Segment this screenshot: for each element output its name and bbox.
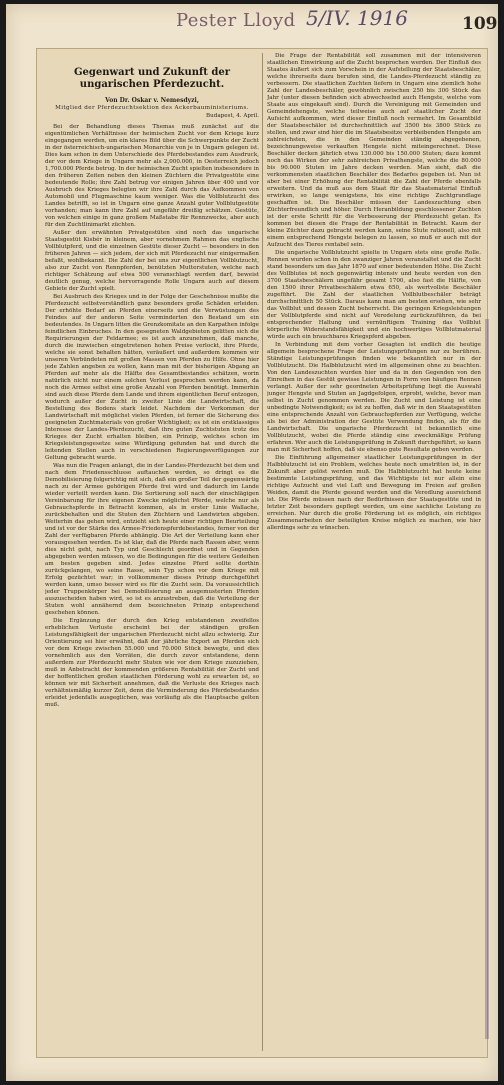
article-affiliation: Mitglied der Pferdezuchtsektion des Ackerbauministeriums. bbox=[55, 105, 249, 111]
article-column-right bbox=[267, 53, 481, 1051]
page-number: 109 bbox=[462, 14, 498, 34]
paragraph: Die Ergänzung der durch den Krieg entstandenen zweifellos erheblichen Verluste erscheint bei der ständigen großen Leistungsfähigkeit der ungarischen Pferdezucht nicht allzu schwierig. Zur Orientierung sei hier erwähnt, daß der jährliche Export an Pferden sich vor dem Kriege zwischen 55.000 und 70.000 Stück bewegte, und dies vornehmlich aus den Vorräten, die durch zuvor entstandene, denn außerdem zur Pferdezucht mehr Stuten wie vor dem Kriege zuzuziehen, muß in Anbetracht der kommenden größeren Rentabilität der Zucht und der hoffentlichen großen staatlichen Förderung wohl zu erwarten ist, so können wir mit Sicherheit annehmen, daß die Verluste des Krieges nach verhältnismäßig kurzer Zeit, denn die Verminderung des Pferdebestandes erleidet jedenfalls ausgeglichen, was vorläufig als die Hauptsache gelten muß. bbox=[45, 618, 259, 708]
paragraph: Bei der Behandlung dieses Themas muß zunächst auf die eigentümlichen Verhältnisse der heimischen Zucht vor dem Kriege kurz eingegangen werden, um ein klares Bild über die Schwerpunkte der Zucht in der österreichisch-ungarischen Monarchie von je in Ungarn gelegen ist. Dies kam schon in dem Unterschiede des Pferdebestandes zum Ausdruck, der vor dem Kriege in Ungarn mehr als 2,000.000, in Oesterreich jedoch 1,700.000 Pferde betrug. In der heimischen Zucht spielten insbesondere in den früheren Zeiten neben den kleinen Züchtern die Privatgestüte eine bedeutende Rolle; ihre Zahl betrug vor einigen Jahren über 400 und vor Ausbruch des Krieges belegten wir ihre Zahl durch das Aufkommen von Automobil und Flugmaschine kaum weniger. Was die Vollblutzucht des Landes betrifft, so ist in Ungarn eine ganze Anzahl guter Vollblutgestüte vorhanden; man kann ihre Zahl auf ungefähr dreißig schätzen. Gestüte, von welchen einige in ganz großem Maßstabe für Rennzwecke, aber auch für den Zuchtlinimarkt züchten. bbox=[45, 124, 259, 228]
paragraph: Was nun die Fragen anlangt, die in der Landes-Pferdezucht bei dem und nach dem Friedensschlusse auftauchen werden, so dringt es die Demobilisierung folgerichtig mit sich, daß ein großer Teil der gegenwärtig nach zu der Armee gehörigen Pferde frei wird und dadurch im Lande wieder verteilt werden kann. Die Sortierung soll nach der einschlägigen Vereinbarung für ihre eigenen Zwecke möglichst Pferde, welche nur als Gebrauchspferde in Betracht kommen, als in erster Linie Wallache, zurückbehalten und die Stuten den Züchtern und Landwirten abgeben. Weiterhin das gehen wird, entzieht sich heute einer richtigen Beurteilung und ist vor der Stärke des Armee-Friedenspferdebestandes, ferner von der Zahl der verfügbaren Pferde abhängig. Die Art der Verteilung kann eher vorausgesehen werden. Es ist klar, daß die Pferde nach Rassen aber, wenn dies nicht geht, nach Typ und Geschlecht geordnet und in Gegenden abgegeben werden müssen, wo die Bedingungen für die weitere Gedeihen am besten gegeben sind. Jedes einzelne Pferd sollte dorthin zurückgelangen, wo seine Rasse, sein Typ schon vor dem Kriege mit Erfolg gezüchtet war; in vollkommener dieses Prinzip durchgeführt werden kann, umso besser wird es für die Zucht sein. Da voraussichtlich jeder Truppenkörper bei Demobilisierung an ausgemusterten Pferden auszuscheiden haben wird, so ist es anzustreben, daß die Verteilung der Stuten wohl annähernd dem bezeichneten Prinzip entsprechend geschehen können. bbox=[45, 463, 259, 616]
article-title: Gegenwart und Zukunft der ungarischen Pferdezucht. bbox=[73, 67, 231, 90]
paragraph: In Verbindung mit dem vorher Gesagten ist endlich die heutige allgemein besprochene Frage der Leistungsprüfungen nur zu berühren. Ständige Leistungsprüfungen finden wie bekanntlich nur in der Vollblutzucht. Die Halbblutzucht wird im allgemeinen ohne zu beachten. Von den Landeszuchten wurden hier und da in den Gegenden von den Einreihen in das Gestüt gewisse Leistungen in Form von häufigen Rennen verlangt. Außer der sehr geordneten Arbeitsprüfung liegt die Auswahl junger Hengste und Stuten an Jagdgefolgen, erprobt, welche, bevor man selbst in Zucht genommen werden. Die Zucht und Leistung ist eine unbedingte Notwendigkeit; es ist zu hoffen, daß wir in den Staatsgestüten eine entsprechende Anzahl von Gebrauchspferden zur Verfügung, welche als bei der Administration der Gestüte Verwendung finden, als für die Landwirtschaft. Die ungarische Pferdezucht ist bekanntlich eine Vollblutzucht, wobei die Pferde ständig eine zweckmäßige Prüfung erfahren. Wer auch die Leistungsprüfung in Zukunft durchgeführt, so kann man mit Sicherheit hoffen, daß sie ebenso gute Resultate geben werden. bbox=[267, 342, 481, 453]
article-dateline: Budapest, 4. April. bbox=[206, 113, 259, 119]
paragraph: Außer den erwähnten Privatgestüten sind noch das ungarische Staatsgestüt Kisbér in kleinem, aber vornehmem Rahmen das englische Vollblutpferd, und die einzelnen Gestüte dieser Zucht — besonders in den früheren Jahren — sich jedem, der sich mit Pferdezucht nur einigermaßen befaßt, wohlbekannt. Die Zahl der bei uns zur eigentlichen Vollblutzucht, also zur Zucht von Rennpferden, benützten Mutterstuten, welche nach richtiger Schätzung auf etwa 500 veranschlagt werden darf, beweist deutlich genug, welche hervorragende Rolle Ungarn auch auf diesem Gebiete der Zucht spielt. bbox=[45, 230, 259, 292]
paragraph: Die Einführung allgemeiner staatlicher Leistungsprüfungen in der Halbblutzucht ist ein Problem, welches heute noch umstritten ist, in der Zukunft aber gelöst werden muß. Die Halbblutzucht hat heute keine bestimmte Leistungsprüfung, und das Wichtigste ist nur allein eine richtige Aufzucht und viel Luft und Bewegung im Freien auf großen Weiden, damit die Pferde gesund werden und die Veredlung ausreichend ist. Die Pferde müssen nach der Bedürfnissen der Staatsgestüte und in letzter Zeit besonders gepflegt werden, um eine sachliche Leistung zu erreichen. Nur durch die große Förderung ist es möglich, ein richtiges Zusammenarbeiten der beteiligten Kreise möglich zu machen, wie hier allerdings sehr zu wünschen. bbox=[267, 455, 481, 531]
article-byline: Von Dr. Oskar v. Nemesdyzi, bbox=[105, 97, 199, 104]
paragraph: Bei Ausbruch des Krieges und in der Folge der Geschehnisse mußte die Pferdezucht selbstverständlich ganz besonders große Schäden erleiden. Der erhöhte Bedarf an Pferden einerseits und die Verwüstungen des Feindes auf der anderen Seite verminderten den Bestand um ein bedeutendes. In Ungarn litten die Grenzkomitate an den Karpathen infolge feindlichen Einbruches. In den gesegneten Waldgebieten gelitten sich die Requirierungen der Feldarmee; es ist auch anzunehmen, daß manche, durch die inzwischen eingetretenen hohen Preise verlockt, ihre Pferde, welche sie sonst behalten hätten, veräußert und außerdem kommen wir unseren Verbündeten mit großen Massen von Pferden zu Hilfe. Ohne hier jede Zahlen angeben zu wollen, kann man mit der bisherigen Abgang an Pferden auf mehr als die Hälfte des Gesamtbestandes schätzen, worin natürlich nicht nur einem solchen Verlust gesprochen werden kann, da noch die Armee selbst eine große Anzahl von Pferden benötigt. Immerhin sind auch diese Pferde dem Lande und ihrem eigentlichen Beruf entzogen, wodurch außer der Zucht in zweiter Linie die Landwirtschaft, die Bestellung des Bodens stark leidet. Nachdem der Verkommen der Landwirtschaft mit möglichst vielen Pferden, ist ferner die Sicherung des geeigneten Zuchtmaterials von großer Wichtigkeit; es ist ein erstklassiges Interesse der Landes-Pferdezucht, daß ihre guten Zuchtstuten trotz des Krieges der Zucht erhalten bleiben, ein Prinzip, welches schon im Kriegsleistungsgesetze seine Würdigung gefunden hat und durch die leitenden Stellen auch in verschiedenen Regierungsverfügungen zur Geltung gebracht wurde. bbox=[45, 294, 259, 461]
article-column-left bbox=[45, 53, 259, 1051]
paragraph: Die ungarische Vollblutzucht spielte in Ungarn stets eine große Rolle. Rennen wurden schon in den zwanziger Jahren veranstaltet und die Zucht stand besonders um das Jahr 1870 auf einer bedeutenden Höhe. Die Zucht des Vollblutes ist noch gegenwärtig intensiv und heute werden von den 3700 Staatsbeschälern ungefähr gesamt 1700, also fast die Hälfte, von den 1500 ihrer Privatbeschälern etwa 650, als wertvollste Beschäler zugeführt. Die Zahl der staatlichen Vollblutbeschäler beträgt durchschnittlich 50 Stück. Daraus kann man am besten ersehen, wie sehr das Vollblut und dessen Zucht beherrscht. Die geringen Kriegsleistungen der Vollblutpferde sind nicht auf Veredelung zurückzuführen, da bei entsprechender Haltung und vernünftigem Training das Vollblut körperliche Widerstandsfähigkeit und ein hochwertiges Vollblutmaterial würde auch ein brauchbares Kriegspferd abgeben. bbox=[267, 250, 481, 340]
handwritten-date: 5/IV. 1916 bbox=[306, 6, 408, 30]
paragraph: Die Frage der Rentabilität soll zusammen mit der intensiveren staatlichen Einwirkung auf die Zucht besprochen werden. Der Einfluß des Staates äußert sich zum Vorschein in der Aufstellung der Staatsbeschäler, welche ihrerseits dazu berufen sind, die Landes-Pferdezucht ständig zu verbessern. Die staatlichen Zuchten liefern in Ungarn eine ziemlich hohe Zahl der Landesbeschäler, gewöhnlich zwischen 250 bis 300 Stück das Jahr (unter diesen befinden sich abwechselnd auch Hengste, welche vom Staate aus eingekauft sind). Durch die Vereinigung mit Gemeinden und Gemeindehengste, welche teilweise auch auf staatlicher Zucht der Aufsicht aufkommen, wird dieser Einfluß noch vermehrt. Im Gesamtbild der Staatsbeschäler ist durchschnittlich auf 3500 bis 3800 Stück zu stellen, und zwar sind hier die im Staatsbesitze verbleibenden Hengste am zahlreichsten, die in den Gemeinden ständig abgegebenen, bezeichnungsweise verkauften Hengste nicht miteingerechnet. Diese Beschäler decken jährlich etwa 130.000 bis 150.000 Stuten; dazu kommt noch das Wirken der sehr zahlreichen Privathengste, welche die 80.000 bis 90.000 Stuten im Jahre decken werden. Man sieht, daß die verkommensten staatlichen Beschäler des Bedarfes gegeben ist. Nun ist aber bei einer Erhöhung der Rentabilität die Zahl der Pferde ebenfalls erweitern. Und da muß aus dem Staat für das Staatsmaterial Einfluß erwirken, so lange wenigstens, bis eine richtige Zuchtgrundlage geschaffen ist. Die Beschäler müssen der Landeszuchtung eben Züchterfreundlich und höher. Durch Heranbildung geschlossener Zuchten ist der erste Schritt für die Verbesserung der Pferdezucht getan. Es kommen bei diesen die Frage der Rentabilität in Betracht. Kaum der kleine Züchter dazu gebracht werden kann, seine Stute rationell, also mit einem entsprechend Hengste belegen zu lassen, so muß er auch mit der Aufzucht des Tieres rentabel sein. bbox=[267, 53, 481, 248]
column-divider bbox=[262, 53, 263, 1051]
margin-pencil-mark bbox=[485, 319, 489, 1039]
article-clipping bbox=[36, 48, 488, 1058]
newspaper-masthead: Pester Lloyd bbox=[176, 10, 296, 31]
newspaper-clipping-sheet bbox=[6, 4, 498, 1081]
